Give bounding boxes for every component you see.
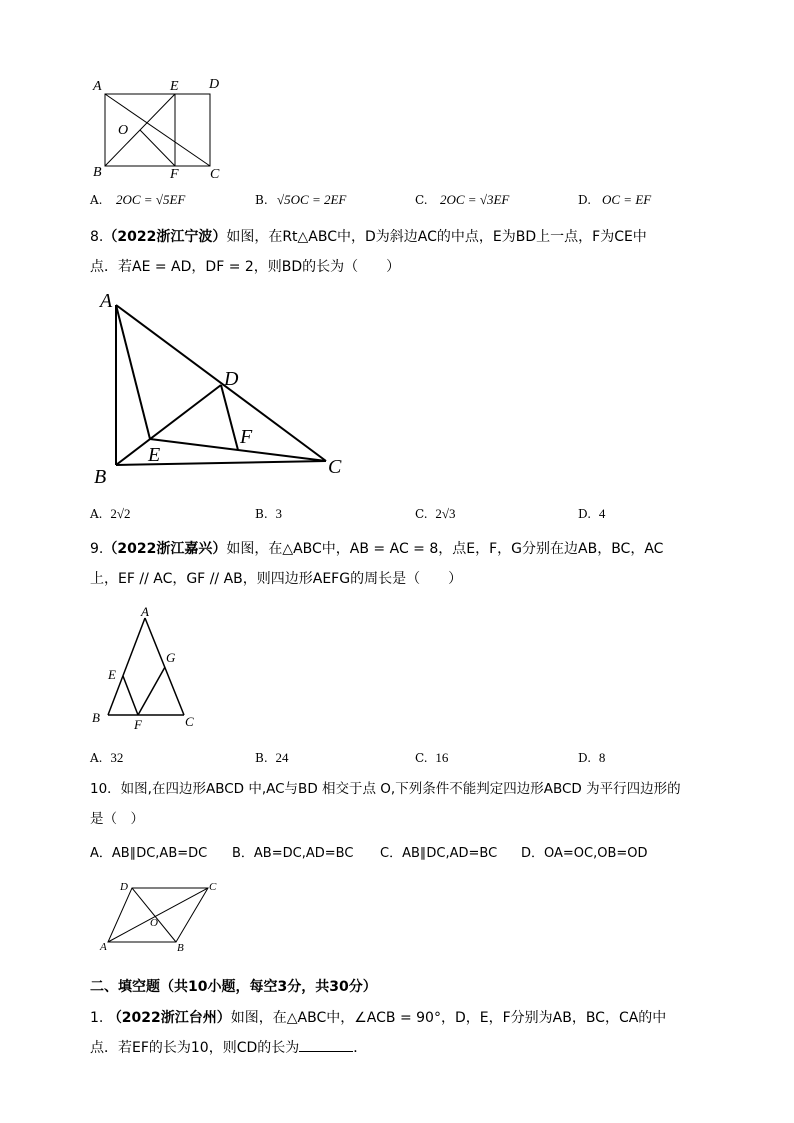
fill1-source: （2022浙江台州） — [107, 1010, 231, 1026]
side-ac — [145, 618, 184, 715]
q7-option-c-text: 2OC = √3EF — [440, 192, 510, 207]
q10-stem — [90, 774, 710, 834]
q9-number: 9. — [90, 541, 104, 557]
q7-option-a-text: 2OC = √5EF — [116, 192, 186, 207]
q7-option-b[interactable]: B. — [255, 193, 268, 207]
q8-line1 — [90, 222, 710, 252]
q9-option-d[interactable]: D. 8 — [578, 750, 606, 765]
q9-line1-text: 如图，在△ABC中，AB = AC = 8，点E，F，G分别在边AB，BC，AC — [226, 541, 664, 557]
diagonal-ac — [108, 888, 208, 942]
q9-option-a[interactable]: A. 32 — [90, 750, 124, 765]
label-e: E — [170, 79, 179, 94]
fill1-line1-text: 如图，在△ABC中，∠ACB = 90°，D，E，F分别为AB，BC，CA的中 — [230, 1010, 667, 1026]
label-c: C — [185, 714, 194, 729]
q8-option-b[interactable]: B. 3 — [255, 506, 282, 521]
q9-source: （2022浙江嘉兴） — [103, 541, 227, 557]
label-g: G — [166, 650, 176, 665]
label-d: D — [120, 881, 128, 893]
fill1-line2 — [90, 1033, 710, 1063]
label-o: O — [150, 917, 158, 929]
label-d: D — [224, 368, 239, 390]
segment-bd — [116, 385, 221, 465]
q9-line2: 上，EF // AC，GF // AB，则四边形AEFG的周长是（ ） — [90, 571, 463, 587]
label-f: F — [134, 717, 142, 732]
fill1-stem — [90, 1003, 710, 1063]
label-b: B — [94, 466, 107, 488]
section-title: 二、填空题（共10小题，每空3分，共30分） — [90, 979, 377, 995]
q8-line1-text: 如图，在Rt△ABC中，D为斜边AC的中点，E为BD上一点，F为CE中 — [226, 229, 647, 245]
q8-line2: 点．若AE = AD，DF = 2，则BD的长为（ ） — [90, 259, 401, 275]
q10-line2: 是（ ） — [90, 811, 144, 827]
label-c: C — [328, 456, 342, 478]
q10-option-c[interactable]: C．AB∥DC,AD=BC — [380, 846, 498, 861]
q9-stem — [90, 534, 710, 594]
q10-option-b[interactable]: B．AB=DC,AD=BC — [232, 846, 354, 861]
q8-stem — [90, 222, 710, 282]
q8-option-c[interactable]: C. 2√3 — [415, 506, 456, 521]
label-b: B — [177, 942, 184, 954]
label-d: D — [209, 77, 220, 92]
q8-figure — [88, 285, 358, 490]
answer-blank[interactable] — [299, 1037, 353, 1052]
q7-option-a[interactable]: A. — [90, 193, 103, 207]
q9-figure — [88, 602, 208, 732]
q7-option-c[interactable]: C. — [415, 193, 428, 207]
segment-of — [140, 130, 175, 166]
label-e: E — [108, 667, 116, 682]
label-e: E — [148, 444, 161, 466]
label-f: F — [170, 167, 179, 182]
q9-line1 — [90, 534, 710, 564]
diagonal-bd — [132, 888, 176, 942]
fill1-line2-text: 点．若EF的长为10，则CD的长为 — [90, 1040, 300, 1056]
label-a: A — [93, 79, 102, 94]
q8-number: 8. — [90, 229, 104, 245]
label-b: B — [92, 710, 100, 725]
segment-ef — [123, 676, 138, 715]
label-c: C — [209, 881, 217, 893]
side-ac — [116, 305, 326, 461]
fill1-number: 1. — [90, 1010, 104, 1026]
q8-option-d[interactable]: D. 4 — [578, 506, 606, 521]
fill1-line2-end: ． — [353, 1040, 368, 1056]
label-f: F — [240, 426, 253, 448]
label-a: A — [100, 290, 113, 312]
segment-ae — [116, 305, 150, 439]
q9-option-c[interactable]: C. 16 — [415, 750, 449, 765]
q8-option-a[interactable]: A. 2√2 — [90, 506, 131, 521]
q7-option-d[interactable]: D. — [578, 193, 592, 207]
q7-figure — [85, 72, 235, 182]
q8-source: （2022浙江宁波） — [103, 229, 227, 245]
label-a: A — [100, 941, 107, 953]
label-c: C — [210, 167, 220, 182]
q10-option-d[interactable]: D．OA=OC,OB=OD — [521, 846, 648, 861]
q7-option-d-text: OC = EF — [602, 192, 652, 207]
fill1-line1 — [90, 1003, 710, 1033]
q9-option-b[interactable]: B. 24 — [255, 750, 289, 765]
q10-option-a[interactable]: A．AB∥DC,AB=DC — [90, 846, 208, 861]
label-b: B — [93, 165, 102, 180]
q10-figure — [96, 876, 226, 954]
q10-line1: 10．如图,在四边形ABCD 中,AC与BD 相交于点 O,下列条件不能判定四边形ABCD 为平行四边形的 — [90, 781, 681, 797]
label-o: O — [118, 123, 129, 138]
label-a: A — [141, 604, 149, 619]
q7-option-b-text: √5OC = 2EF — [277, 192, 347, 207]
segment-gf — [138, 667, 165, 715]
